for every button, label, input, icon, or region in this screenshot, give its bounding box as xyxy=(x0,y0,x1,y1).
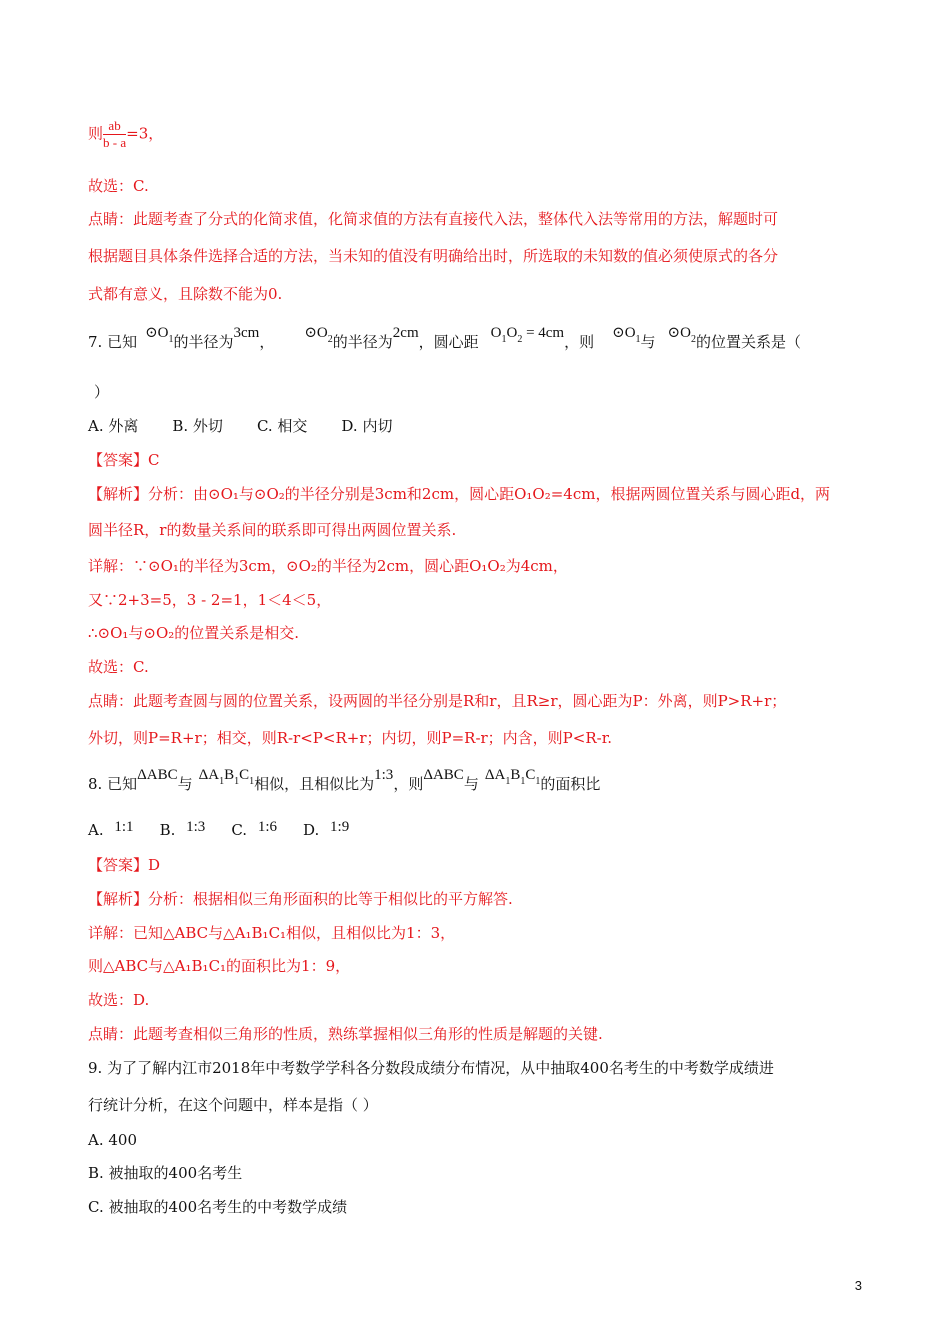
q8-option-c: C. 1:6 xyxy=(231,819,277,839)
q7-option-c: C. 相交 xyxy=(256,417,308,435)
q7-comment-1: 点睛：此题考查圆与圆的位置关系，设两圆的半径分别是R和r，且R≥r，圆心距为P：外离，则P>R+r； xyxy=(88,692,787,710)
q6-eq-tail: =3， xyxy=(126,124,164,143)
q7-circle-o1-icon: $⊙O_1$ xyxy=(145,325,174,345)
q6-choice: 故选：C. xyxy=(88,177,149,195)
q7-answer: 【答案】C xyxy=(88,451,160,469)
q6-comment-3: 式都有意义，且除数不能为0. xyxy=(88,285,283,303)
q7-t7: 的位置关系是（ xyxy=(695,333,801,351)
q8-choice: 故选：D. xyxy=(88,991,150,1009)
q7-t1: 的半径为 xyxy=(173,333,234,351)
q8-option-a: A. 1:1 xyxy=(88,819,134,839)
q6-ze: 则 xyxy=(88,124,104,143)
q8-tri-a1b1c1-2: $\Delta A_1B_1C_1$ xyxy=(484,767,541,787)
q7-detail-1: 详解：∵⊙O₁的半径为3cm，⊙O₂的半径为2cm，圆心距O₁O₂为4cm， xyxy=(88,557,568,575)
q8-t4: 与 xyxy=(463,775,479,793)
q7-circle-o2-icon: $⊙O_2$ xyxy=(304,325,333,345)
q8-tri-abc-2: ΔABC xyxy=(423,767,464,783)
q8-analysis: 【解析】分析：根据相似三角形面积的比等于相似比的平方解答. xyxy=(88,890,513,908)
page-number: 3 xyxy=(854,1278,862,1293)
q7-option-b: B. 外切 xyxy=(172,417,223,435)
q8-detail-2: 则△ABC与△A₁B₁C₁的面积比为1：9， xyxy=(88,957,351,975)
q8-ratio: 1:3 xyxy=(374,767,394,783)
q8-option-d: D. 1:9 xyxy=(302,819,350,839)
q7-t3: 的半径为 xyxy=(332,333,393,351)
q7-stem-close: ） xyxy=(94,383,110,401)
q7-choice: 故选：C. xyxy=(88,658,149,676)
q7-prefix: 7. 已知 xyxy=(88,333,138,351)
q7-analysis-1: 【解析】分析：由⊙O₁与⊙O₂的半径分别是3cm和2cm，圆心距O₁O₂=4cm，根据两圆位置关系与圆心距d，两 xyxy=(88,485,831,503)
q6-frac-den: b - a xyxy=(103,135,127,150)
q8-tri-a1b1c1: $\Delta A_1B_1C_1$ xyxy=(198,767,255,787)
q6-comment-2: 根据题目具体条件选择合适的方法，当未知的值没有明确给出时，所选取的未知数的值必须使原式的各分 xyxy=(88,247,779,265)
q8-tri-abc: ΔABC xyxy=(137,767,178,783)
q7-comment-2: 外切，则P=R+r；相交，则R-r<P<R+r；内切，则P=R-r；内含，则P<R-r. xyxy=(88,729,612,747)
q7-option-d: D. 内切 xyxy=(341,417,393,435)
q7-r2: 2cm xyxy=(392,325,419,341)
q7-circle-o1b-icon: $⊙O_1$ xyxy=(612,325,641,345)
q7-t6: 与 xyxy=(640,333,656,351)
q7-t5: ，则 xyxy=(564,333,595,351)
q7-analysis-2: 圆半径R，r的数量关系间的联系即可得出两圆位置关系. xyxy=(88,521,457,539)
q8-option-b: B. 1:3 xyxy=(159,819,206,839)
q9-stem-1: 9. 为了了解内江市2018年中考数学学科各分数段成绩分布情况，从中抽取400名考生的中考数学成绩进 xyxy=(88,1059,774,1077)
q6-result-line xyxy=(88,118,163,151)
q6-comment-1: 点睛：此题考查了分式的化简求值，化简求值的方法有直接代入法，整体代入法等常用的方法，解题时可 xyxy=(88,210,779,228)
q8-t2: 相似，且相似比为 xyxy=(254,775,375,793)
q8-comment: 点睛：此题考查相似三角形的性质，熟练掌握相似三角形的性质是解题的关键. xyxy=(88,1025,603,1043)
q8-prefix: 8. 已知 xyxy=(88,775,138,793)
q7-stem xyxy=(88,325,801,355)
q7-t4: ，圆心距 xyxy=(418,333,479,351)
q7-options xyxy=(88,416,426,436)
q7-option-a: A. 外离 xyxy=(88,417,139,435)
q7-t2: ， xyxy=(259,333,275,351)
q7-detail-3: ∴⊙O₁与⊙O₂的位置关系是相交. xyxy=(88,624,300,642)
q8-t5: 的面积比 xyxy=(540,775,601,793)
q8-stem xyxy=(88,767,601,797)
q6-frac-num: ab xyxy=(103,118,126,135)
q8-answer: 【答案】D xyxy=(88,856,161,874)
q7-circle-o2b-icon: $⊙O_2$ xyxy=(667,325,696,345)
q6-fraction xyxy=(103,118,126,151)
q9-stem-2: 行统计分析，在这个问题中，样本是指（ ） xyxy=(88,1096,378,1114)
q7-distance: $O_1O_2 = 4cm$ xyxy=(490,325,565,345)
q9-option-a: A. 400 xyxy=(88,1131,137,1149)
q8-t3: ，则 xyxy=(393,775,424,793)
q8-detail-1: 详解：已知△ABC与△A₁B₁C₁相似，且相似比为1：3， xyxy=(88,924,456,942)
q9-option-c: C. 被抽取的400名考生的中考数学成绩 xyxy=(88,1198,348,1216)
q8-t1: 与 xyxy=(177,775,193,793)
q8-options xyxy=(88,820,383,841)
q7-detail-2: 又∵2+3=5，3 - 2=1，1＜4＜5， xyxy=(88,591,332,609)
q9-option-b: B. 被抽取的400名考生 xyxy=(88,1164,243,1182)
q7-r1: 3cm xyxy=(233,325,260,341)
